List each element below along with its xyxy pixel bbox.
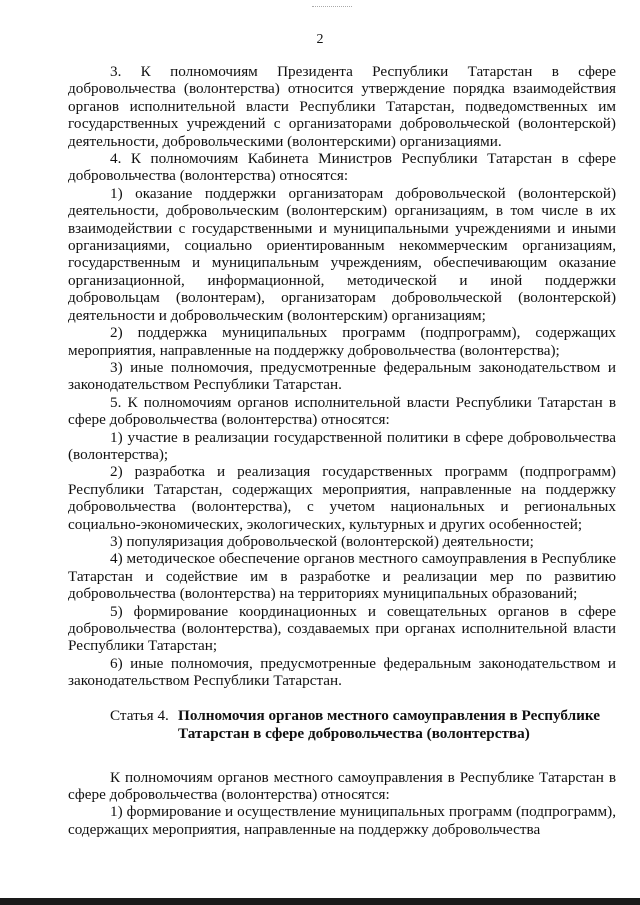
paragraph: К полномочиям органов местного самоуправления в Республике Татарстан в сфере добровольчества (волонтерства) относятся: — [68, 768, 616, 804]
article-heading — [68, 707, 616, 743]
paragraph: 4) методическое обеспечение органов местного самоуправления в Республике Татарстан и содействие им в разработке и реализации мер по развитию добровольчества (волонтерства) на территориях муниципальных образований; — [68, 550, 616, 603]
scan-bottom-edge — [0, 898, 640, 905]
paragraph: 3) иные полномочия, предусмотренные федеральным законодательством и законодательством Республики Татарстан. — [68, 358, 616, 394]
spacer — [68, 743, 616, 769]
paragraph: 3. К полномочиям Президента Республики Татарстан в сфере добровольчества (волонтерства) относится утверждение порядка взаимодействия органов исполнительной власти Республики Татарстан, подведомственных им государственных учреждений с организаторами добровольческой (волонтерской) деятельности, добровольческими (волонтерскими) организациями. — [68, 63, 616, 150]
article-title: Полномочия органов местного самоуправления в Республике Татарстан в сфере добровольчества (волонтерства) — [178, 706, 601, 742]
paragraph: 2) поддержка муниципальных программ (подпрограмм), содержащих мероприятия, направленные на поддержку добровольчества (волонтерства); — [68, 324, 616, 359]
paragraph: 6) иные полномочия, предусмотренные федеральным законодательством и законодательством Республики Татарстан. — [68, 654, 616, 690]
paragraph: 5. К полномочиям органов исполнительной власти Республики Татарстан в сфере добровольчества (волонтерства) относятся: — [68, 393, 616, 429]
paragraph: 1) участие в реализации государственной политики в сфере добровольчества (волонтерства); — [68, 428, 616, 463]
paragraph: 5) формирование координационных и совещательных органов в сфере добровольчества (волонтерства), создаваемых при органах исполнительной власти Республики Татарстан; — [68, 602, 616, 655]
paragraph: 1) формирование и осуществление муниципальных программ (подпрограмм), содержащих мероприятия, направленные на поддержку добровольчества — [68, 803, 616, 838]
page-number: 2 — [316, 32, 324, 47]
paragraph: 1) оказание поддержки организаторам добровольческой (волонтерской) деятельности, добровольческим (волонтерским) организациям, в том числе в их взаимодействии с государственными и муниципальными учреждениями и иными организациями, социально ориентированным некоммерческим организациям, государственным и муниципальным учреждениям, обеспечивающим оказание организационной, информационной, методической и иной поддержки добровольцам (волонтерам), организаторам добровольческой (волонтерской) деятельности и добровольческим (волонтерским) организациям; — [68, 184, 616, 324]
article-label: Статья 4. — [110, 706, 169, 724]
scan-artifact — [312, 6, 352, 9]
paragraph: 2) разработка и реализация государственных программ (подпрограмм) Республики Татарстан, содержащих мероприятия, направленные на поддержку добровольчества (волонтерства), с учетом национальных и региональных социально-экономических, экологических, культурных и других особенностей; — [68, 463, 616, 533]
document-body — [68, 63, 616, 838]
paragraph: 3) популяризация добровольческой (волонтерской) деятельности; — [110, 532, 534, 550]
paragraph: 4. К полномочиям Кабинета Министров Республики Татарстан в сфере добровольчества (волонтерства) относятся: — [68, 150, 616, 185]
